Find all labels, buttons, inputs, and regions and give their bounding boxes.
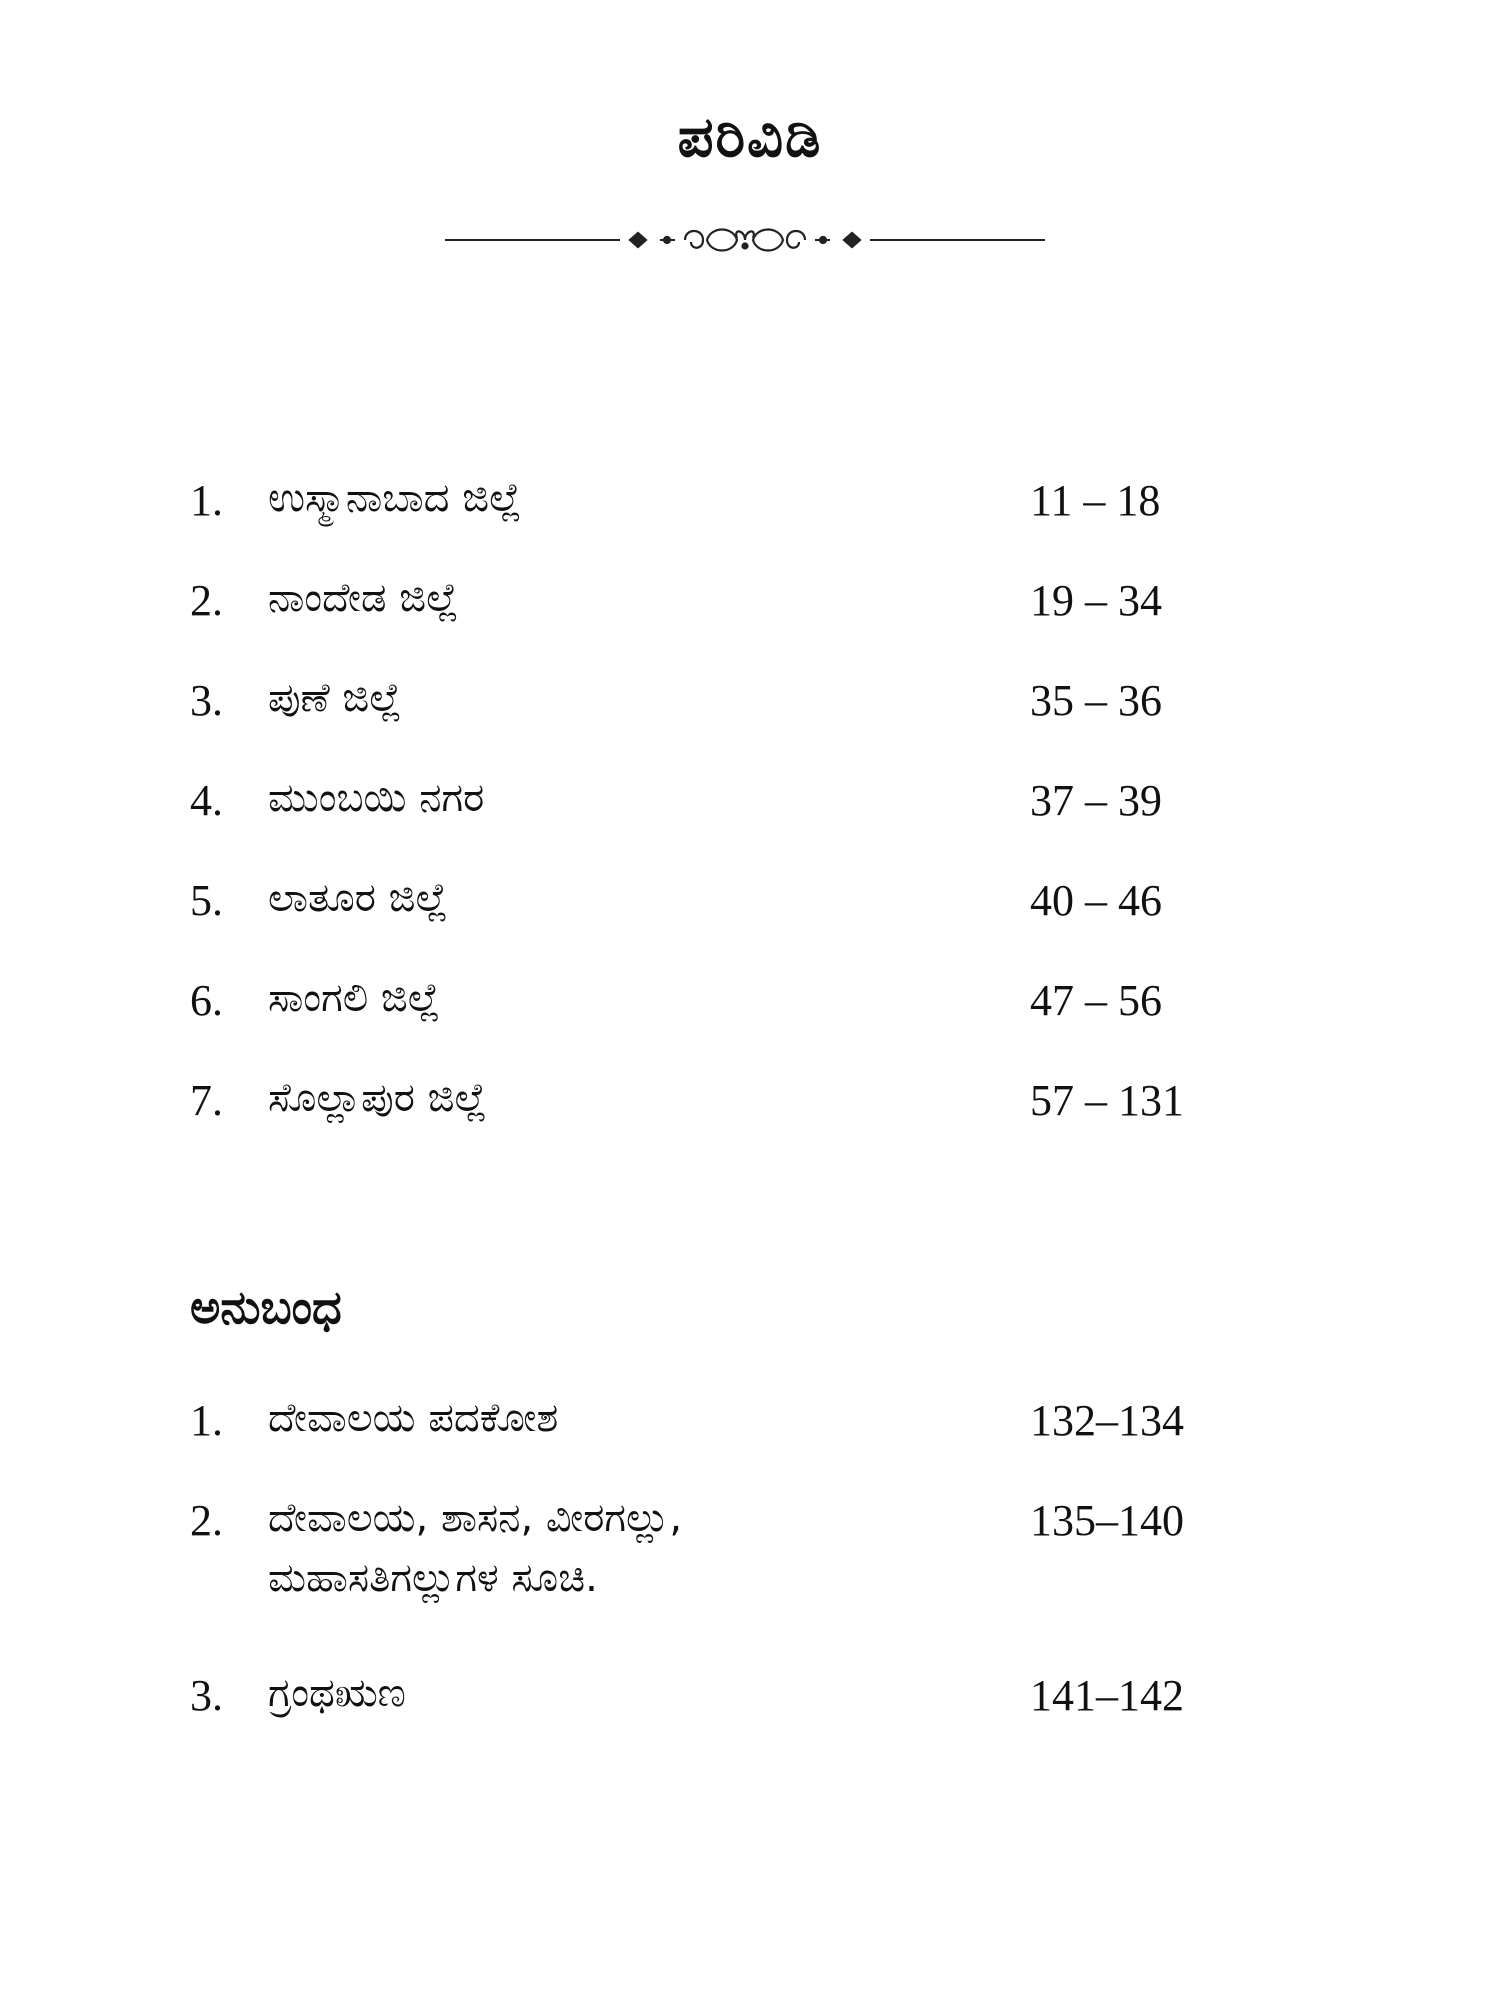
toc-number: 6. <box>190 976 223 1025</box>
toc-pages: 35 – 36 <box>1030 676 1162 725</box>
toc-pages: 47 – 56 <box>1030 976 1162 1025</box>
appendix-number: 2. <box>190 1496 223 1545</box>
toc-label: ಲಾತೂರ ಜಿಲ್ಲೆ <box>268 875 448 921</box>
appendix-label <box>268 1495 682 1601</box>
toc-row <box>0 675 1500 745</box>
toc-number: 4. <box>190 776 223 825</box>
appendix-label: ಗ್ರಂಥಋಣ <box>268 1670 406 1716</box>
toc-number: 1. <box>190 476 223 525</box>
toc-label: ಮುಂಬಯಿ ನಗರ <box>268 775 485 821</box>
divider-ornament-icon <box>445 215 1045 265</box>
toc-number: 2. <box>190 576 223 625</box>
toc-row <box>0 975 1500 1045</box>
toc-pages: 19 – 34 <box>1030 576 1162 625</box>
toc-row <box>0 1075 1500 1145</box>
toc-label: ಸಾಂಗಲಿ ಜಿಲ್ಲೆ <box>268 975 441 1021</box>
appendix-number: 1. <box>190 1396 223 1445</box>
appendix-row <box>0 1395 1500 1465</box>
toc-pages: 40 – 46 <box>1030 876 1162 925</box>
toc-label: ನಾಂದೇಡ ಜಿಲ್ಲೆ <box>268 575 459 621</box>
toc-row <box>0 775 1500 845</box>
appendix-row <box>0 1670 1500 1740</box>
toc-number: 5. <box>190 876 223 925</box>
toc-row <box>0 875 1500 945</box>
appendix-label-line2: ಮಹಾಸತಿಗಲ್ಲುಗಳ ಸೂಚಿ. <box>268 1555 598 1601</box>
toc-pages: 37 – 39 <box>1030 776 1162 825</box>
appendix-row <box>0 1495 1500 1635</box>
toc-label: ಸೊಲ್ಲಾಪುರ ಜಿಲ್ಲೆ <box>268 1075 487 1121</box>
appendix-label: ದೇವಾಲಯ ಪದಕೋಶ <box>268 1395 559 1441</box>
toc-pages: 11 – 18 <box>1030 476 1161 525</box>
toc-label: ಉಸ್ಮಾನಾಬಾದ ಜಿಲ್ಲೆ <box>268 475 522 521</box>
toc-label: ಪುಣೆ ಜಿಲ್ಲೆ <box>268 675 402 721</box>
appendix-pages: 135–140 <box>1030 1496 1184 1545</box>
toc-number: 3. <box>190 676 223 725</box>
toc-row <box>0 475 1500 545</box>
toc-pages: 57 – 131 <box>1030 1076 1184 1125</box>
appendix-heading: ಅನುಬಂಧ <box>190 1280 342 1334</box>
appendix-number: 3. <box>190 1671 223 1720</box>
appendix-pages: 141–142 <box>1030 1671 1184 1720</box>
appendix-label-line1: ದೇವಾಲಯ, ಶಾಸನ, ವೀರಗಲ್ಲು, <box>268 1495 683 1541</box>
toc-number: 7. <box>190 1076 223 1125</box>
page-title: ಪರಿವಿಡಿ <box>677 105 823 170</box>
toc-row <box>0 575 1500 645</box>
appendix-pages: 132–134 <box>1030 1396 1184 1445</box>
